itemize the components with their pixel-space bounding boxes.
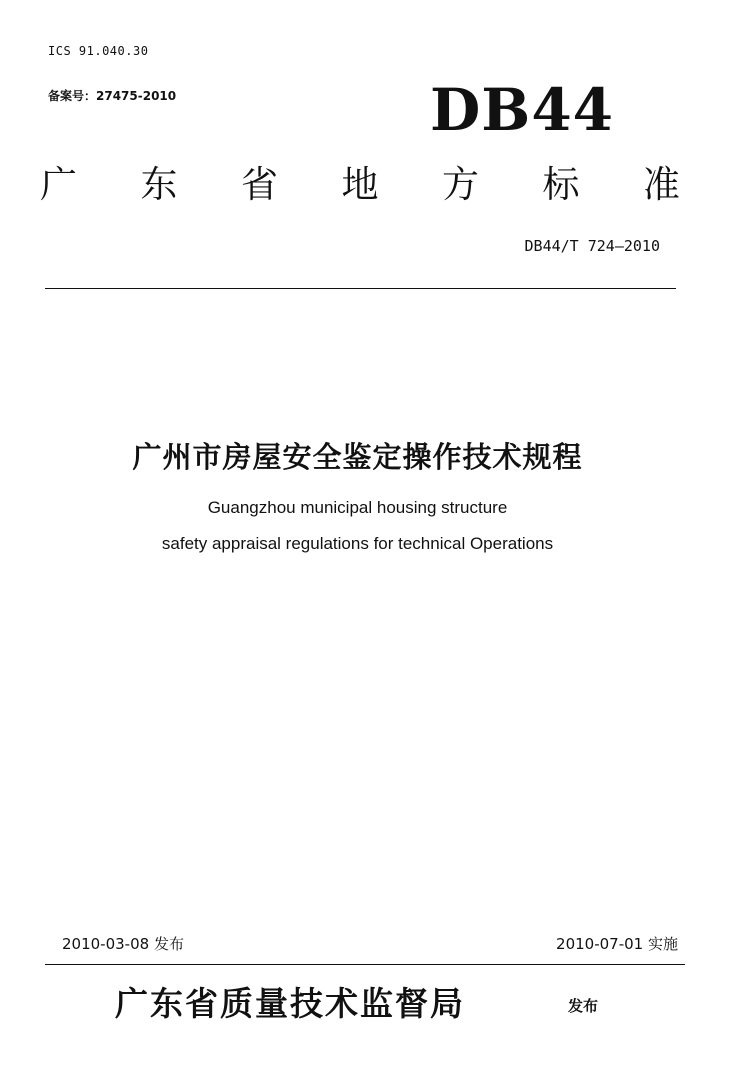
- document-title-en-line2: safety appraisal regulations for technical Operations: [161, 534, 554, 553]
- standard-type-char: 东: [140, 163, 178, 206]
- document-title-zh: 广州市房屋安全鉴定操作技术规程: [132, 440, 583, 474]
- standard-type-char: 广: [40, 163, 77, 206]
- issuing-authority: 广东省质量技术监督局: [115, 984, 465, 1023]
- ics-code: ICS 91.040.30: [48, 44, 149, 58]
- standard-type-char: 准: [643, 163, 680, 206]
- standard-type-char: 标: [542, 163, 580, 206]
- standard-type-char: 省: [241, 163, 278, 206]
- implement-date: 2010-07-01 实施: [556, 935, 678, 953]
- issuing-action: 发布: [568, 997, 599, 1015]
- standard-type-heading: [40, 163, 680, 207]
- issue-date: 2010-03-08 发布: [62, 935, 184, 953]
- standard-code: DB44/T 724—2010: [524, 237, 660, 255]
- standard-type-char: 地: [341, 163, 379, 206]
- document-title-en-line1: Guangzhou municipal housing structure: [207, 498, 508, 517]
- footer-divider: [45, 964, 685, 965]
- record-number: 备案号：27475-2010: [48, 89, 177, 103]
- header-divider: [45, 288, 676, 289]
- standard-type-char: 方: [442, 163, 479, 206]
- standard-logo: DB44: [430, 76, 615, 144]
